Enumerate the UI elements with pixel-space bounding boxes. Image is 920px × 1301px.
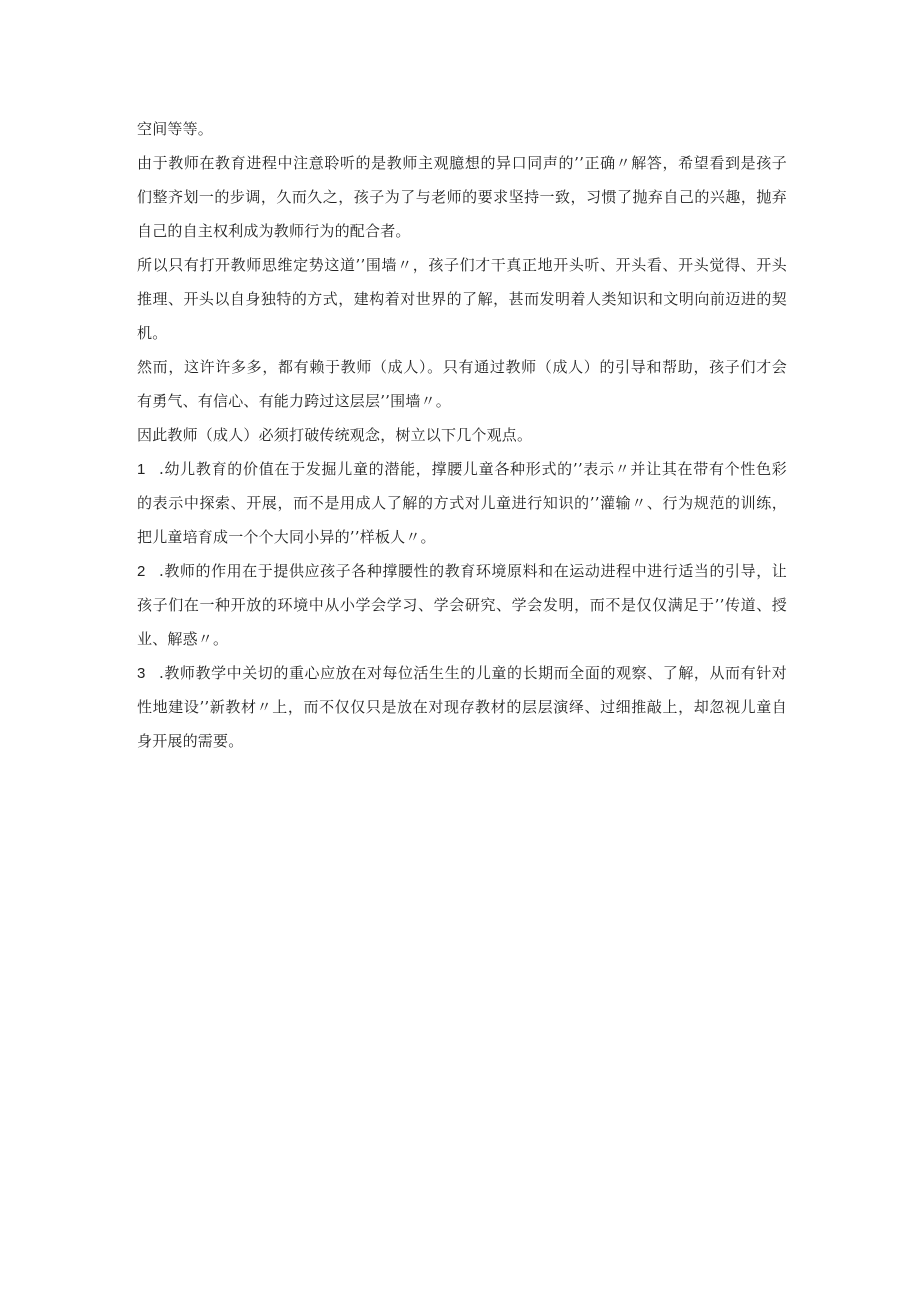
- document-body: [137, 112, 787, 758]
- line-text: 有勇气、有信心、有能力跨过这层层’’围墙〃。: [137, 392, 451, 410]
- text-line: [137, 622, 787, 656]
- line-text: 把儿童培育成一个个大同小异的’’样板人〃。: [137, 528, 436, 546]
- line-text: 自己的自主权利成为教师行为的配合者。: [137, 222, 411, 240]
- list-number: 3: [137, 665, 146, 682]
- line-text: 的表示中探索、开展，而不是用成人了解的方式对儿童进行知识的’’灌输〃、行为规范的训练，: [137, 494, 787, 512]
- text-line: [137, 452, 787, 486]
- text-line: [137, 486, 787, 520]
- line-text: 们整齐划一的步调，久而久之，孩子为了与老师的要求坚持一致，习惯了抛弃自己的兴趣，抛弃: [137, 188, 787, 206]
- line-text: 性地建设’’新教材〃上，而不仅仅只是放在对现存教材的层层演绎、过细推敲上，却忽视儿童自: [137, 698, 787, 716]
- text-line: [137, 384, 787, 418]
- line-text: 身开展的需要。: [137, 732, 244, 750]
- text-line: [137, 316, 787, 350]
- text-line: [137, 112, 787, 146]
- line-text: 机。: [137, 324, 168, 342]
- line-text: 因此教师（成人）必须打破传统观念，树立以下几个观点。: [137, 426, 533, 444]
- text-line: [137, 350, 787, 384]
- line-text: 所以只有打开教师思维定势这道’’围墙〃，孩子们才干真正地开头听、开头看、开头觉得、开头: [137, 256, 787, 274]
- line-text: .教师教学中关切的重心应放在对每位活生生的儿童的长期而全面的观察、了解，从而有针对: [159, 664, 787, 682]
- text-line: [137, 656, 787, 690]
- line-text: 业、解惑〃。: [137, 630, 229, 648]
- line-text: .幼儿教育的价值在于发掘儿童的潜能，撑腰儿童各种形式的’’表示〃并让其在带有个性色彩: [159, 460, 787, 478]
- text-line: [137, 520, 787, 554]
- text-line: [137, 248, 787, 282]
- text-line: [137, 214, 787, 248]
- text-line: [137, 724, 787, 758]
- line-text: 推理、开头以自身独特的方式，建构着对世界的了解，甚而发明着人类知识和文明向前迈进的契: [137, 290, 787, 308]
- text-line: [137, 146, 787, 180]
- text-line: [137, 588, 787, 622]
- text-line: [137, 554, 787, 588]
- line-text: 空间等等。: [137, 120, 214, 138]
- line-text: 然而，这许许多多，都有赖于教师（成人）。只有通过教师（成人）的引导和帮助，孩子们才会: [137, 358, 787, 376]
- text-line: [137, 690, 787, 724]
- line-text: .教师的作用在于提供应孩子各种撑腰性的教育环境原料和在运动进程中进行适当的引导，让: [159, 562, 787, 580]
- text-line: [137, 282, 787, 316]
- line-text: 孩子们在一种开放的环境中从小学会学习、学会研究、学会发明，而不是仅仅满足于’’传道、授: [137, 596, 787, 614]
- text-line: [137, 180, 787, 214]
- line-text: 由于教师在教育进程中注意聆听的是教师主观臆想的异口同声的’’正确〃解答，希望看到是孩子: [137, 154, 787, 172]
- list-number: 1: [137, 461, 146, 478]
- list-number: 2: [137, 563, 146, 580]
- text-line: [137, 418, 787, 452]
